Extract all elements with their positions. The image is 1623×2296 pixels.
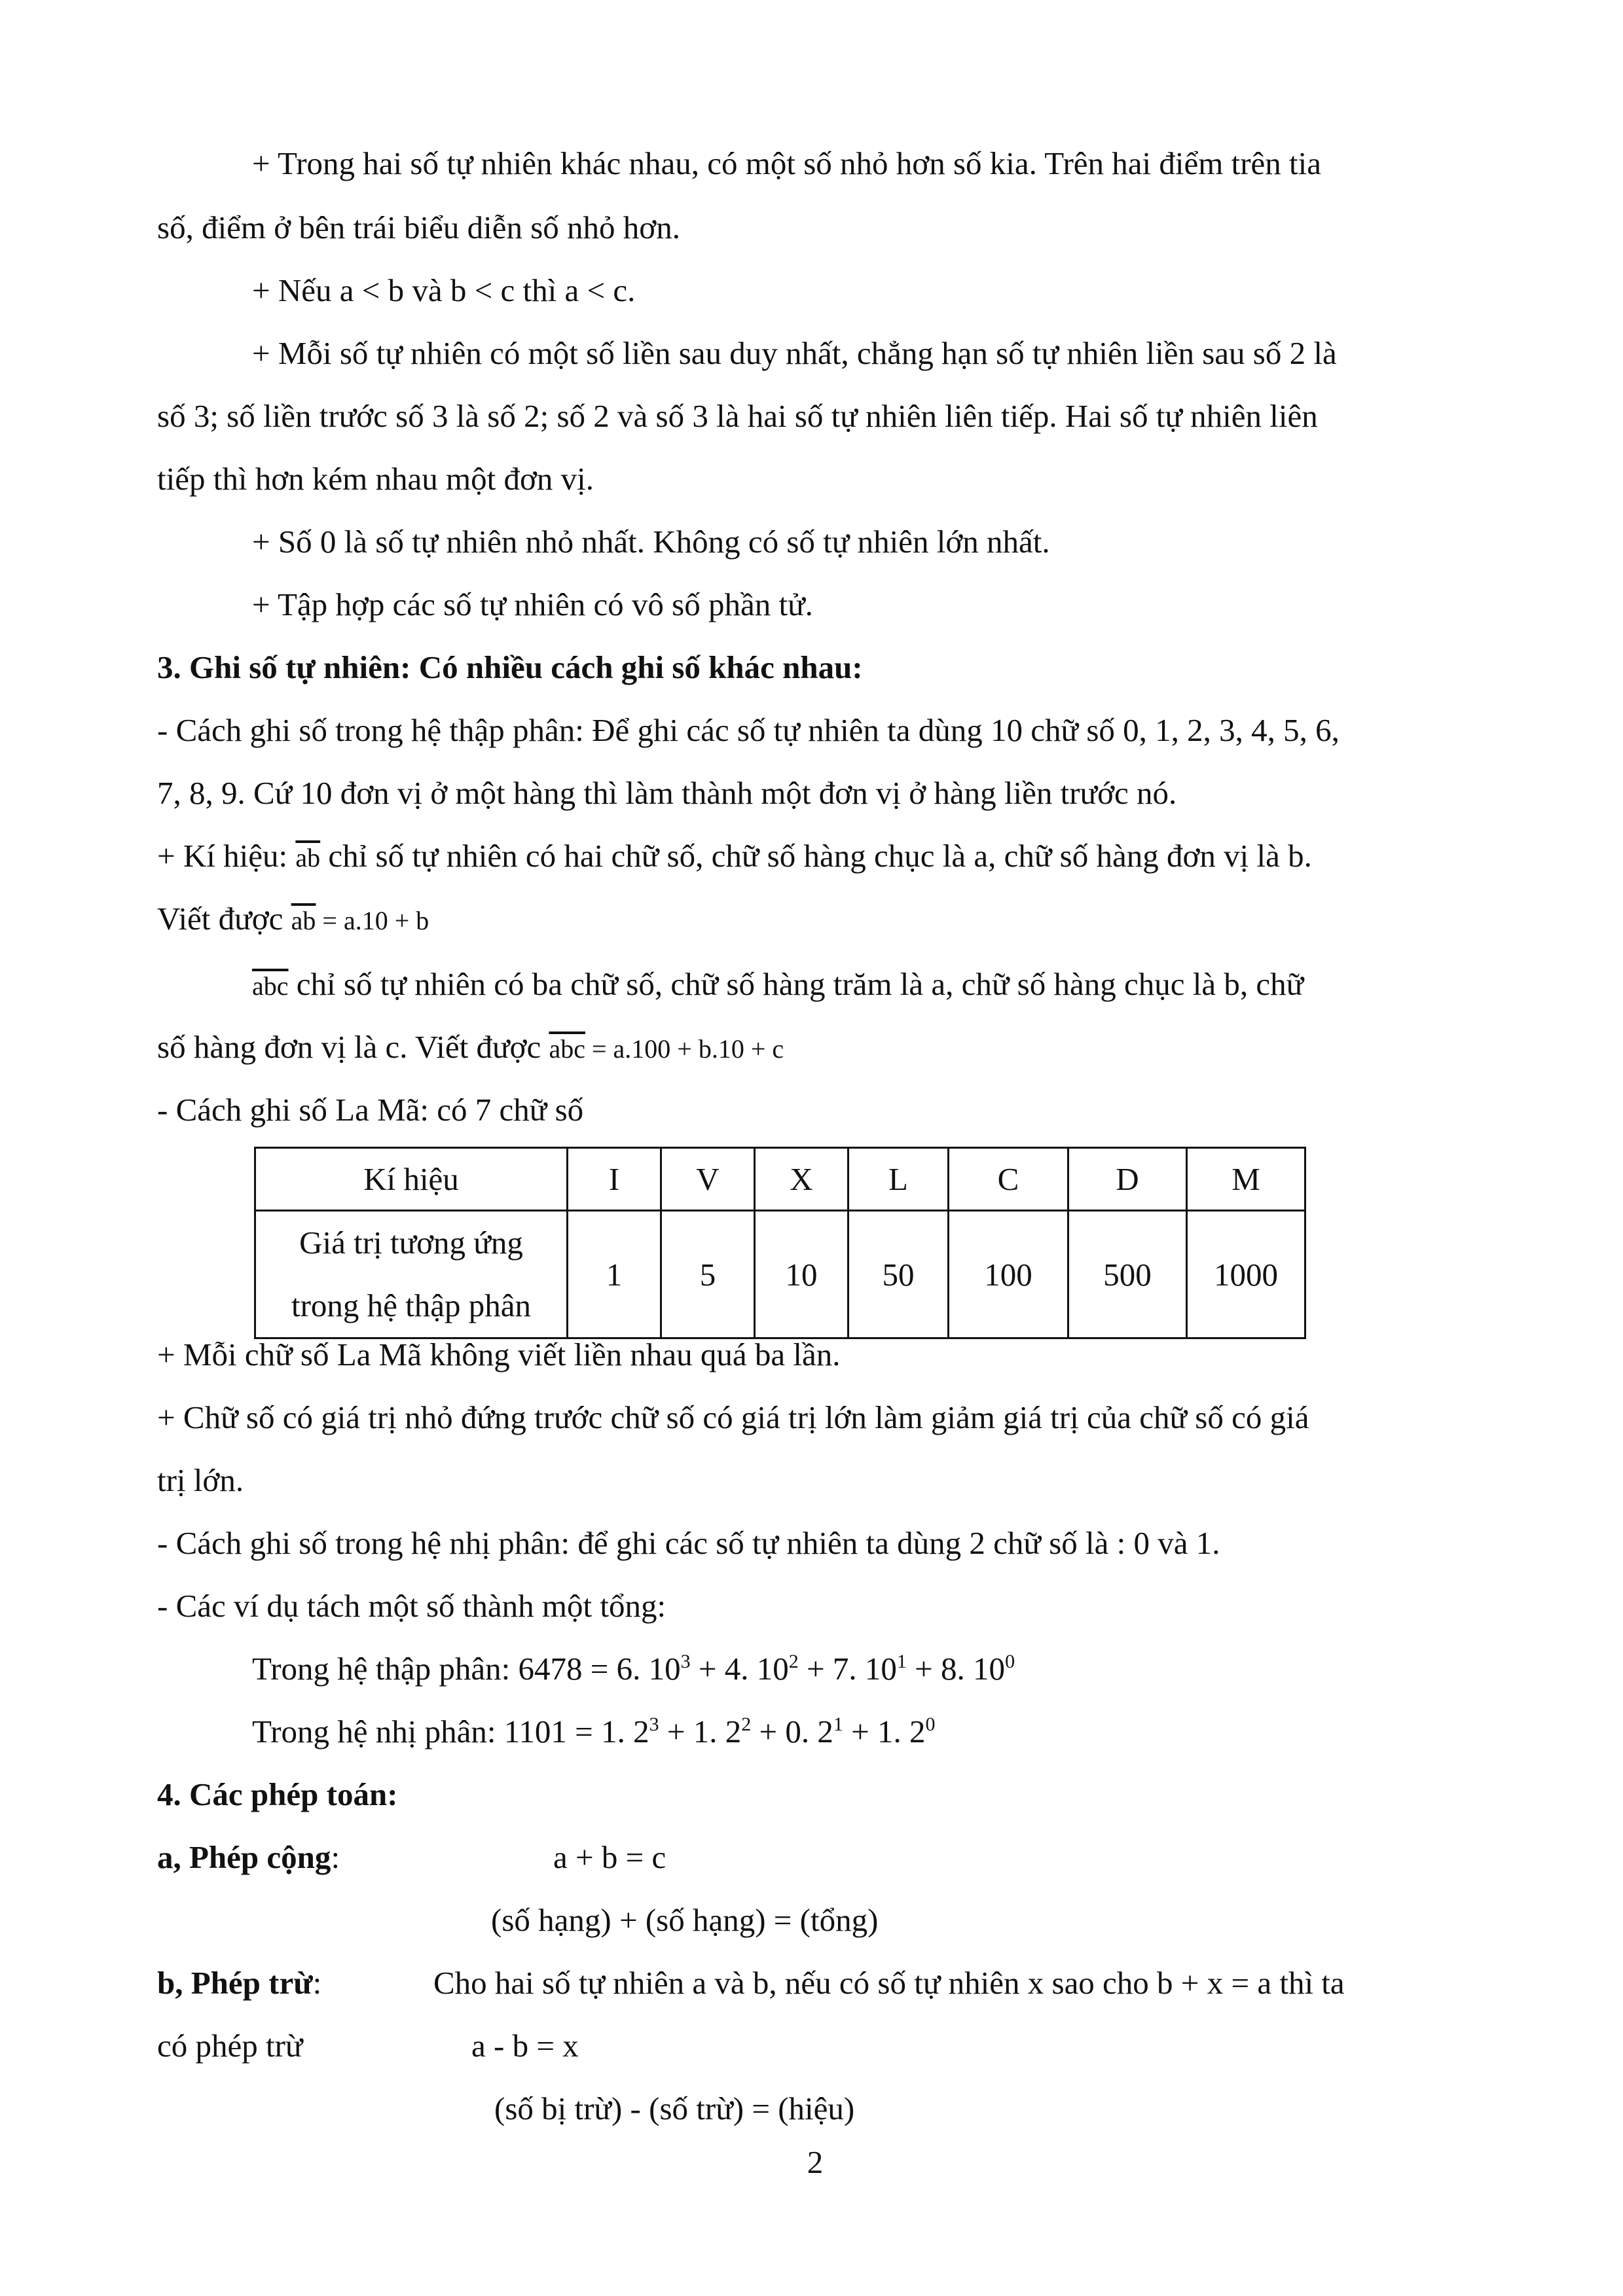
table-cell: X	[755, 1148, 848, 1211]
subtraction-intro: có phép trừ	[157, 2028, 303, 2064]
paragraph-line: + Mỗi số tự nhiên có một số liền sau duy nhất, chẳng hạn số tự nhiên liền sau số 2 là	[252, 335, 1337, 371]
paragraph-line: trị lớn.	[157, 1462, 244, 1498]
paragraph-line: + Nếu a < b và b < c thì a < c.	[252, 272, 636, 308]
subtraction-names: (số bị trừ) - (số trừ) = (hiệu)	[494, 2090, 855, 2126]
table-header-cell: Kí hiệu	[255, 1148, 568, 1211]
table-cell: M	[1187, 1148, 1305, 1211]
page-number: 2	[807, 2144, 824, 2180]
subtraction-formula: a - b = x	[471, 2028, 579, 2064]
paragraph-line: + Kí hiệu: $\overline{ab}$ chỉ số tự nhiên có hai chữ số, chữ số hàng chục là a, chữ số hàng đơn vị là b.	[157, 838, 1312, 874]
paragraph-line: - Cách ghi số La Mã: có 7 chữ số	[157, 1092, 584, 1128]
table-cell: I	[568, 1148, 661, 1211]
section-heading-4: 4. Các phép toán:	[157, 1776, 398, 1812]
formula: = a.10 + b	[316, 906, 429, 935]
paragraph-line: tiếp thì hơn kém nhau một đơn vị.	[157, 461, 594, 497]
paragraph-line: $\overline{abc}$ chỉ số tự nhiên có ba chữ số, chữ số hàng trăm là a, chữ số hàng chục là b, chữ	[252, 966, 1304, 1002]
paragraph-line: + Chữ số có giá trị nhỏ đứng trước chữ số có giá trị lớn làm giảm giá trị của chữ số có giá	[157, 1399, 1309, 1435]
paragraph-line: - Cách ghi số trong hệ thập phân: Để ghi các số tự nhiên ta dùng 10 chữ số 0, 1, 2, 3, 4, 5, 6,	[157, 712, 1340, 748]
overline-symbol: $\overline{abc}$	[549, 1034, 585, 1064]
table-cell: 1000	[1187, 1211, 1305, 1338]
binary-example: Trong hệ nhị phân: 1101 = 1. $2^3 + 1$. $2^2 + 0$. $2^1 + 1$. $2^0$	[252, 1713, 936, 1749]
table-cell: 500	[1068, 1211, 1187, 1338]
paragraph-line: - Các ví dụ tách một số thành một tổng:	[157, 1588, 666, 1624]
table-cell: D	[1068, 1148, 1187, 1211]
roman-numeral-table	[254, 1147, 1306, 1339]
paragraph-line: + Số 0 là số tự nhiên nhỏ nhất. Không có số tự nhiên lớn nhất.	[252, 524, 1050, 560]
table-cell: 50	[848, 1211, 949, 1338]
overline-symbol: $\overline{abc}$	[252, 971, 289, 1001]
paragraph-line: - Cách ghi số trong hệ nhị phân: để ghi các số tự nhiên ta dùng 2 chữ số là : 0 và 1.	[157, 1525, 1220, 1561]
paragraph-line: 7, 8, 9. Cứ 10 đơn vị ở một hàng thì làm thành một đơn vị ở hàng liền trước nó.	[157, 775, 1177, 811]
decimal-example: Trong hệ thập phân: 6478 = 6. $10^3 + 4$. $10^2 + 7$. $10^1 + 8$. $10^0$	[252, 1651, 1015, 1687]
paragraph-line: số 3; số liền trước số 3 là số 2; số 2 và số 3 là hai số tự nhiên liên tiếp. Hai số tự nhiên liên	[157, 398, 1318, 434]
subtraction-text: Cho hai số tự nhiên a và b, nếu có số tự nhiên x sao cho b + x = a thì ta	[433, 1965, 1345, 2001]
paragraph-line: + Trong hai số tự nhiên khác nhau, có một số nhỏ hơn số kia. Trên hai điểm trên tia	[252, 145, 1322, 181]
addition-names: (số hạng) + (số hạng) = (tổng)	[491, 1902, 879, 1938]
overline-symbol: $\overline{ab}$	[295, 843, 321, 872]
formula: = a.100 + b.10 + c	[585, 1034, 784, 1064]
section-heading-3: 3. Ghi số tự nhiên: Có nhiều cách ghi số khác nhau:	[157, 649, 863, 685]
paragraph-line: số, điểm ở bên trái biểu diễn số nhỏ hơn.	[157, 209, 680, 245]
table-cell: 100	[949, 1211, 1068, 1338]
table-cell: 5	[661, 1211, 755, 1338]
paragraph-line: số hàng đơn vị là c. Viết được $\overline{abc} = a.100 + b.10 + c$	[157, 1029, 784, 1065]
table-header-cell: Giá trị tương ứng trong hệ thập phân	[255, 1211, 568, 1338]
addition-line: a, Phép cộng:	[157, 1839, 340, 1875]
paragraph-line: Viết được $\overline{ab} = a.10 + b$	[157, 901, 429, 937]
addition-formula: a + b = c	[553, 1839, 666, 1875]
paragraph-line: + Mỗi chữ số La Mã không viết liền nhau quá ba lần.	[157, 1336, 841, 1372]
table-cell: 1	[568, 1211, 661, 1338]
subtraction-label: b, Phép trừ:	[157, 1965, 322, 2001]
table-row	[255, 1211, 1305, 1338]
overline-symbol: $\overline{ab}$	[291, 906, 316, 935]
table-cell: L	[848, 1148, 949, 1211]
table-cell: 10	[755, 1211, 848, 1338]
table-row	[255, 1148, 1305, 1211]
paragraph-line: + Tập hợp các số tự nhiên có vô số phần tử.	[252, 586, 813, 622]
table-cell: V	[661, 1148, 755, 1211]
table-cell: C	[949, 1148, 1068, 1211]
